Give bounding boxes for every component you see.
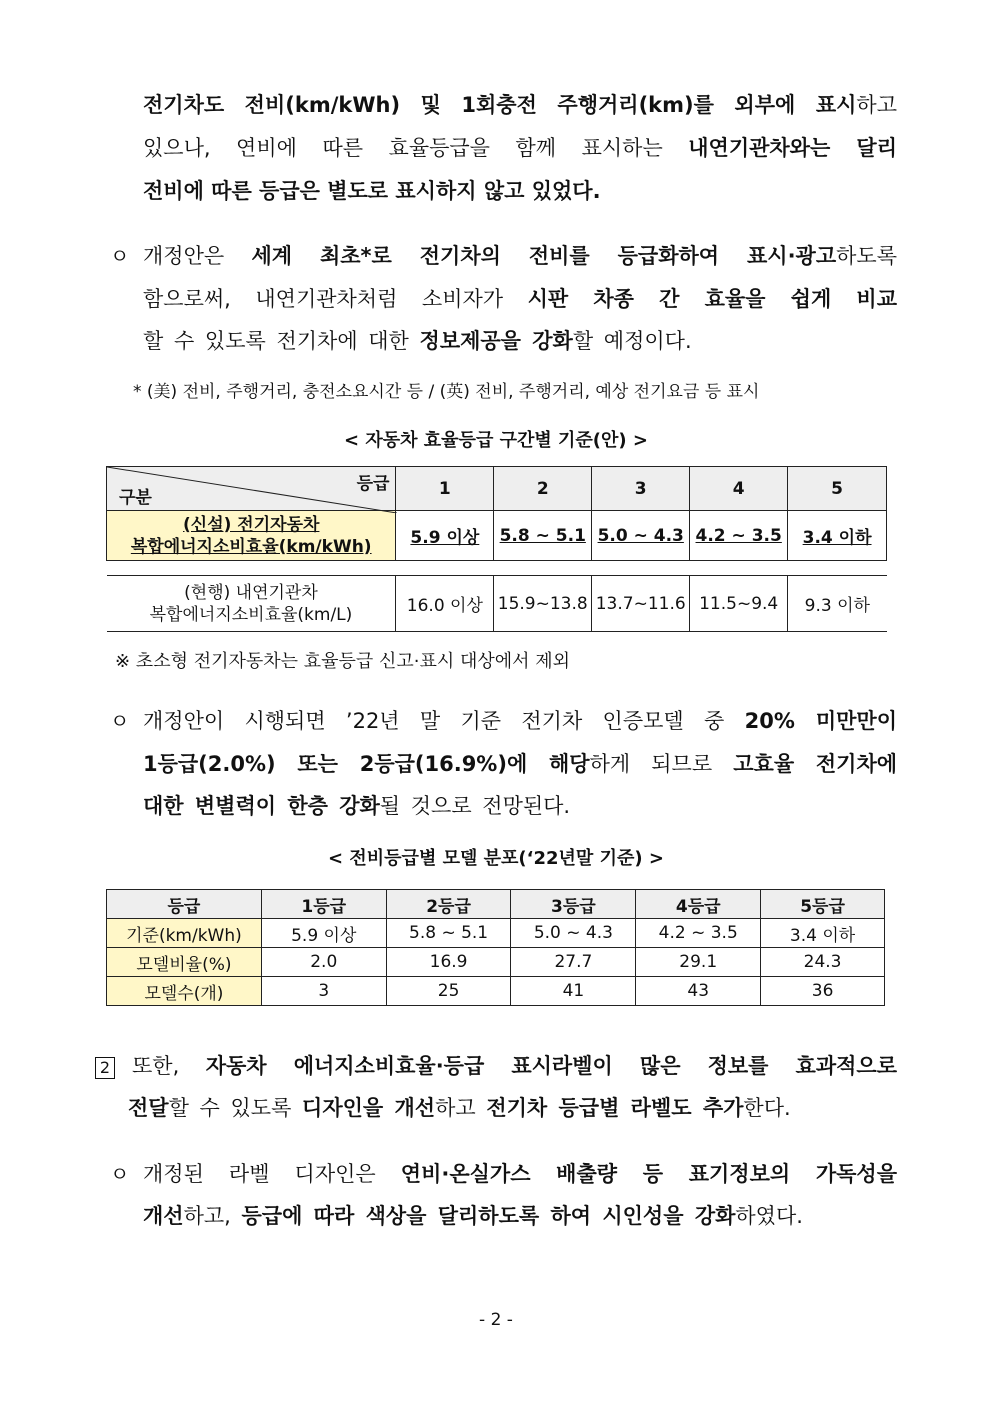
section-number-box: 2	[95, 1057, 115, 1079]
header-cell: 3등급	[511, 890, 636, 919]
text-bold: 대한 변별력이 한층 강화	[143, 794, 380, 818]
table-cell: 5.8 ~ 5.1	[386, 919, 511, 948]
para4-line1	[132, 1051, 897, 1081]
table-cell: 11.5~9.4	[690, 576, 788, 632]
row-label: 기준(km/kWh)	[107, 919, 262, 948]
table1-caption: < 자동차 효율등급 구간별 기준(안) >	[344, 430, 648, 451]
table-cell: 5.0 ~ 4.3	[592, 511, 690, 561]
section-number	[95, 1053, 115, 1083]
text-bold: 정보제공을 강화	[419, 329, 573, 353]
corner-label-grade: 등급	[356, 474, 390, 494]
model-distribution-table	[106, 889, 885, 1006]
text: 개정된 라벨 디자인은	[143, 1162, 401, 1186]
para1-line2	[143, 133, 897, 163]
bullet-marker: ㅇ	[110, 1162, 130, 1186]
grade-header: 2	[494, 467, 592, 511]
bullet-marker: ㅇ	[110, 244, 130, 268]
grade-header: 1	[396, 467, 494, 511]
para2-line2	[143, 284, 897, 314]
gap-cell	[494, 561, 592, 576]
table-cell: 5.0 ~ 4.3	[511, 919, 636, 948]
ice-label-line1: (현행) 내연기관차	[184, 582, 318, 603]
table1-corner-cell	[107, 467, 396, 511]
table1-ev-row	[107, 511, 887, 561]
gap-cell	[690, 561, 788, 576]
text: 할 예정이다.	[572, 329, 692, 353]
text-bold: 디자인을 개선	[302, 1096, 436, 1120]
text: 될 것으로 전망된다.	[379, 794, 571, 818]
text: 하고	[435, 1096, 487, 1120]
para3-line1	[143, 706, 897, 736]
table-cell: 15.9~13.8	[494, 576, 592, 632]
text: 함으로써, 내연기관차처럼 소비자가	[143, 287, 528, 311]
table-cell: 29.1	[636, 948, 761, 977]
ice-row-label	[107, 576, 396, 632]
table1-gap-row	[107, 561, 887, 576]
corner-label-category: 구분	[119, 488, 152, 508]
table-cell: 5.9 이상	[261, 919, 386, 948]
gap-cell	[592, 561, 690, 576]
header-cell: 등급	[107, 890, 262, 919]
text-bold: 내연기관차와는 달리	[688, 136, 897, 160]
para5-line2	[143, 1201, 897, 1231]
table-cell: 3	[261, 977, 386, 1006]
gap-cell	[107, 561, 396, 576]
exclusion-note: ※ 초소형 전기자동차는 효율등급 신고·표시 대상에서 제외	[115, 651, 571, 672]
text: 한다.	[743, 1096, 791, 1120]
para5-line1	[143, 1159, 897, 1189]
text-bold: 20% 미만만이	[744, 709, 897, 733]
para3-line3	[143, 791, 897, 821]
table-cell: 36	[761, 977, 885, 1006]
ev-row-label	[107, 511, 396, 561]
para2-line1	[143, 241, 897, 271]
text-bold: 자동차 에너지소비효율·등급 표시라벨이 많은 정보를 효과적으로	[205, 1054, 897, 1078]
row-label: 모델비율(%)	[107, 948, 262, 977]
ev-label-line2: 복합에너지소비효율(km/kWh)	[130, 536, 372, 557]
header-cell: 1등급	[261, 890, 386, 919]
text: 하고	[856, 93, 897, 117]
efficiency-grade-table	[106, 466, 887, 632]
header-cell: 4등급	[636, 890, 761, 919]
table-cell: 25	[386, 977, 511, 1006]
bullet-marker: ㅇ	[110, 709, 130, 733]
text: 또한,	[132, 1054, 206, 1078]
text: 하도록	[836, 244, 897, 268]
table-cell: 16.9	[386, 948, 511, 977]
header-cell: 5등급	[761, 890, 885, 919]
table-cell: 4.2 ~ 3.5	[690, 511, 788, 561]
text: 하게 되므로	[589, 752, 734, 776]
text: 하였다.	[735, 1204, 803, 1228]
ice-label-line2: 복합에너지소비효율(km/L)	[149, 604, 353, 625]
table-cell: 24.3	[761, 948, 885, 977]
table-row	[107, 948, 885, 977]
table-cell: 41	[511, 977, 636, 1006]
ev-label-line1: (신설) 전기자동차	[183, 514, 320, 535]
text-bold: 시판 차종 간 효율을 쉽게 비교	[527, 287, 897, 311]
table-cell: 13.7~11.6	[592, 576, 690, 632]
text: 개정안이 시행되면 ’22년 말 기준 전기차 인증모델 중	[143, 709, 745, 733]
gap-cell	[396, 561, 494, 576]
para2-line3	[143, 326, 897, 356]
text-bold: 전기차도 전비(km/kWh) 및 1회충전 주행거리(km)를 외부에 표시	[143, 93, 857, 117]
para1-line3: 전비에 따른 등급은 별도로 표시하지 않고 있었다.	[143, 179, 601, 203]
text-bold: 연비·온실가스 배출량 등 표기정보의 가독성을	[400, 1162, 897, 1186]
text-bold: 고효율 전기차에	[733, 752, 898, 776]
para4-line2	[128, 1093, 898, 1123]
text: 할 수 있도록 전기차에 대한	[143, 329, 420, 353]
page-number: - 2 -	[479, 1310, 513, 1330]
table-cell: 5.8 ~ 5.1	[494, 511, 592, 561]
text: 있으나, 연비에 따른 효율등급을 함께 표시하는	[143, 136, 689, 160]
table-row	[107, 977, 885, 1006]
grade-header: 4	[690, 467, 788, 511]
footnote: * (美) 전비, 주행거리, 충전소요시간 등 / (英) 전비, 주행거리, 예상 전기요금 등 표시	[133, 382, 760, 402]
table-cell: 9.3 이하	[788, 576, 887, 632]
text-bold: 전기차 등급별 라벨도 추가	[486, 1096, 744, 1120]
table1-header-row	[107, 467, 887, 511]
table-cell: 3.4 이하	[788, 511, 887, 561]
table-cell: 16.0 이상	[396, 576, 494, 632]
para3-line2	[143, 749, 897, 779]
text: 할 수 있도록	[168, 1096, 303, 1120]
para1-line1	[143, 90, 897, 120]
text-bold: 1등급(2.0%) 또는 2등급(16.9%)에 해당	[143, 752, 590, 776]
table-row	[107, 919, 885, 948]
text: 하고,	[183, 1204, 242, 1228]
row-label: 모델수(개)	[107, 977, 262, 1006]
text: 개정안은	[143, 244, 252, 268]
table2-header-row	[107, 890, 885, 919]
text-bold: 등급에 따라 색상을 달리하도록 하여 시인성을 강화	[241, 1204, 736, 1228]
text-bold: 세계 최초*로 전기차의 전비를 등급화하여 표시·광고	[251, 244, 837, 268]
grade-header: 3	[592, 467, 690, 511]
table-cell: 2.0	[261, 948, 386, 977]
table1-ice-row	[107, 576, 887, 632]
table-cell: 5.9 이상	[396, 511, 494, 561]
table-cell: 43	[636, 977, 761, 1006]
table2-caption: < 전비등급별 모델 분포(‘22년말 기준) >	[328, 848, 664, 869]
header-cell: 2등급	[386, 890, 511, 919]
gap-cell	[788, 561, 887, 576]
text-bold: 전달	[128, 1096, 169, 1120]
table-cell: 4.2 ~ 3.5	[636, 919, 761, 948]
grade-header: 5	[788, 467, 887, 511]
text-bold: 개선	[143, 1204, 184, 1228]
table-cell: 27.7	[511, 948, 636, 977]
table-cell: 3.4 이하	[761, 919, 885, 948]
